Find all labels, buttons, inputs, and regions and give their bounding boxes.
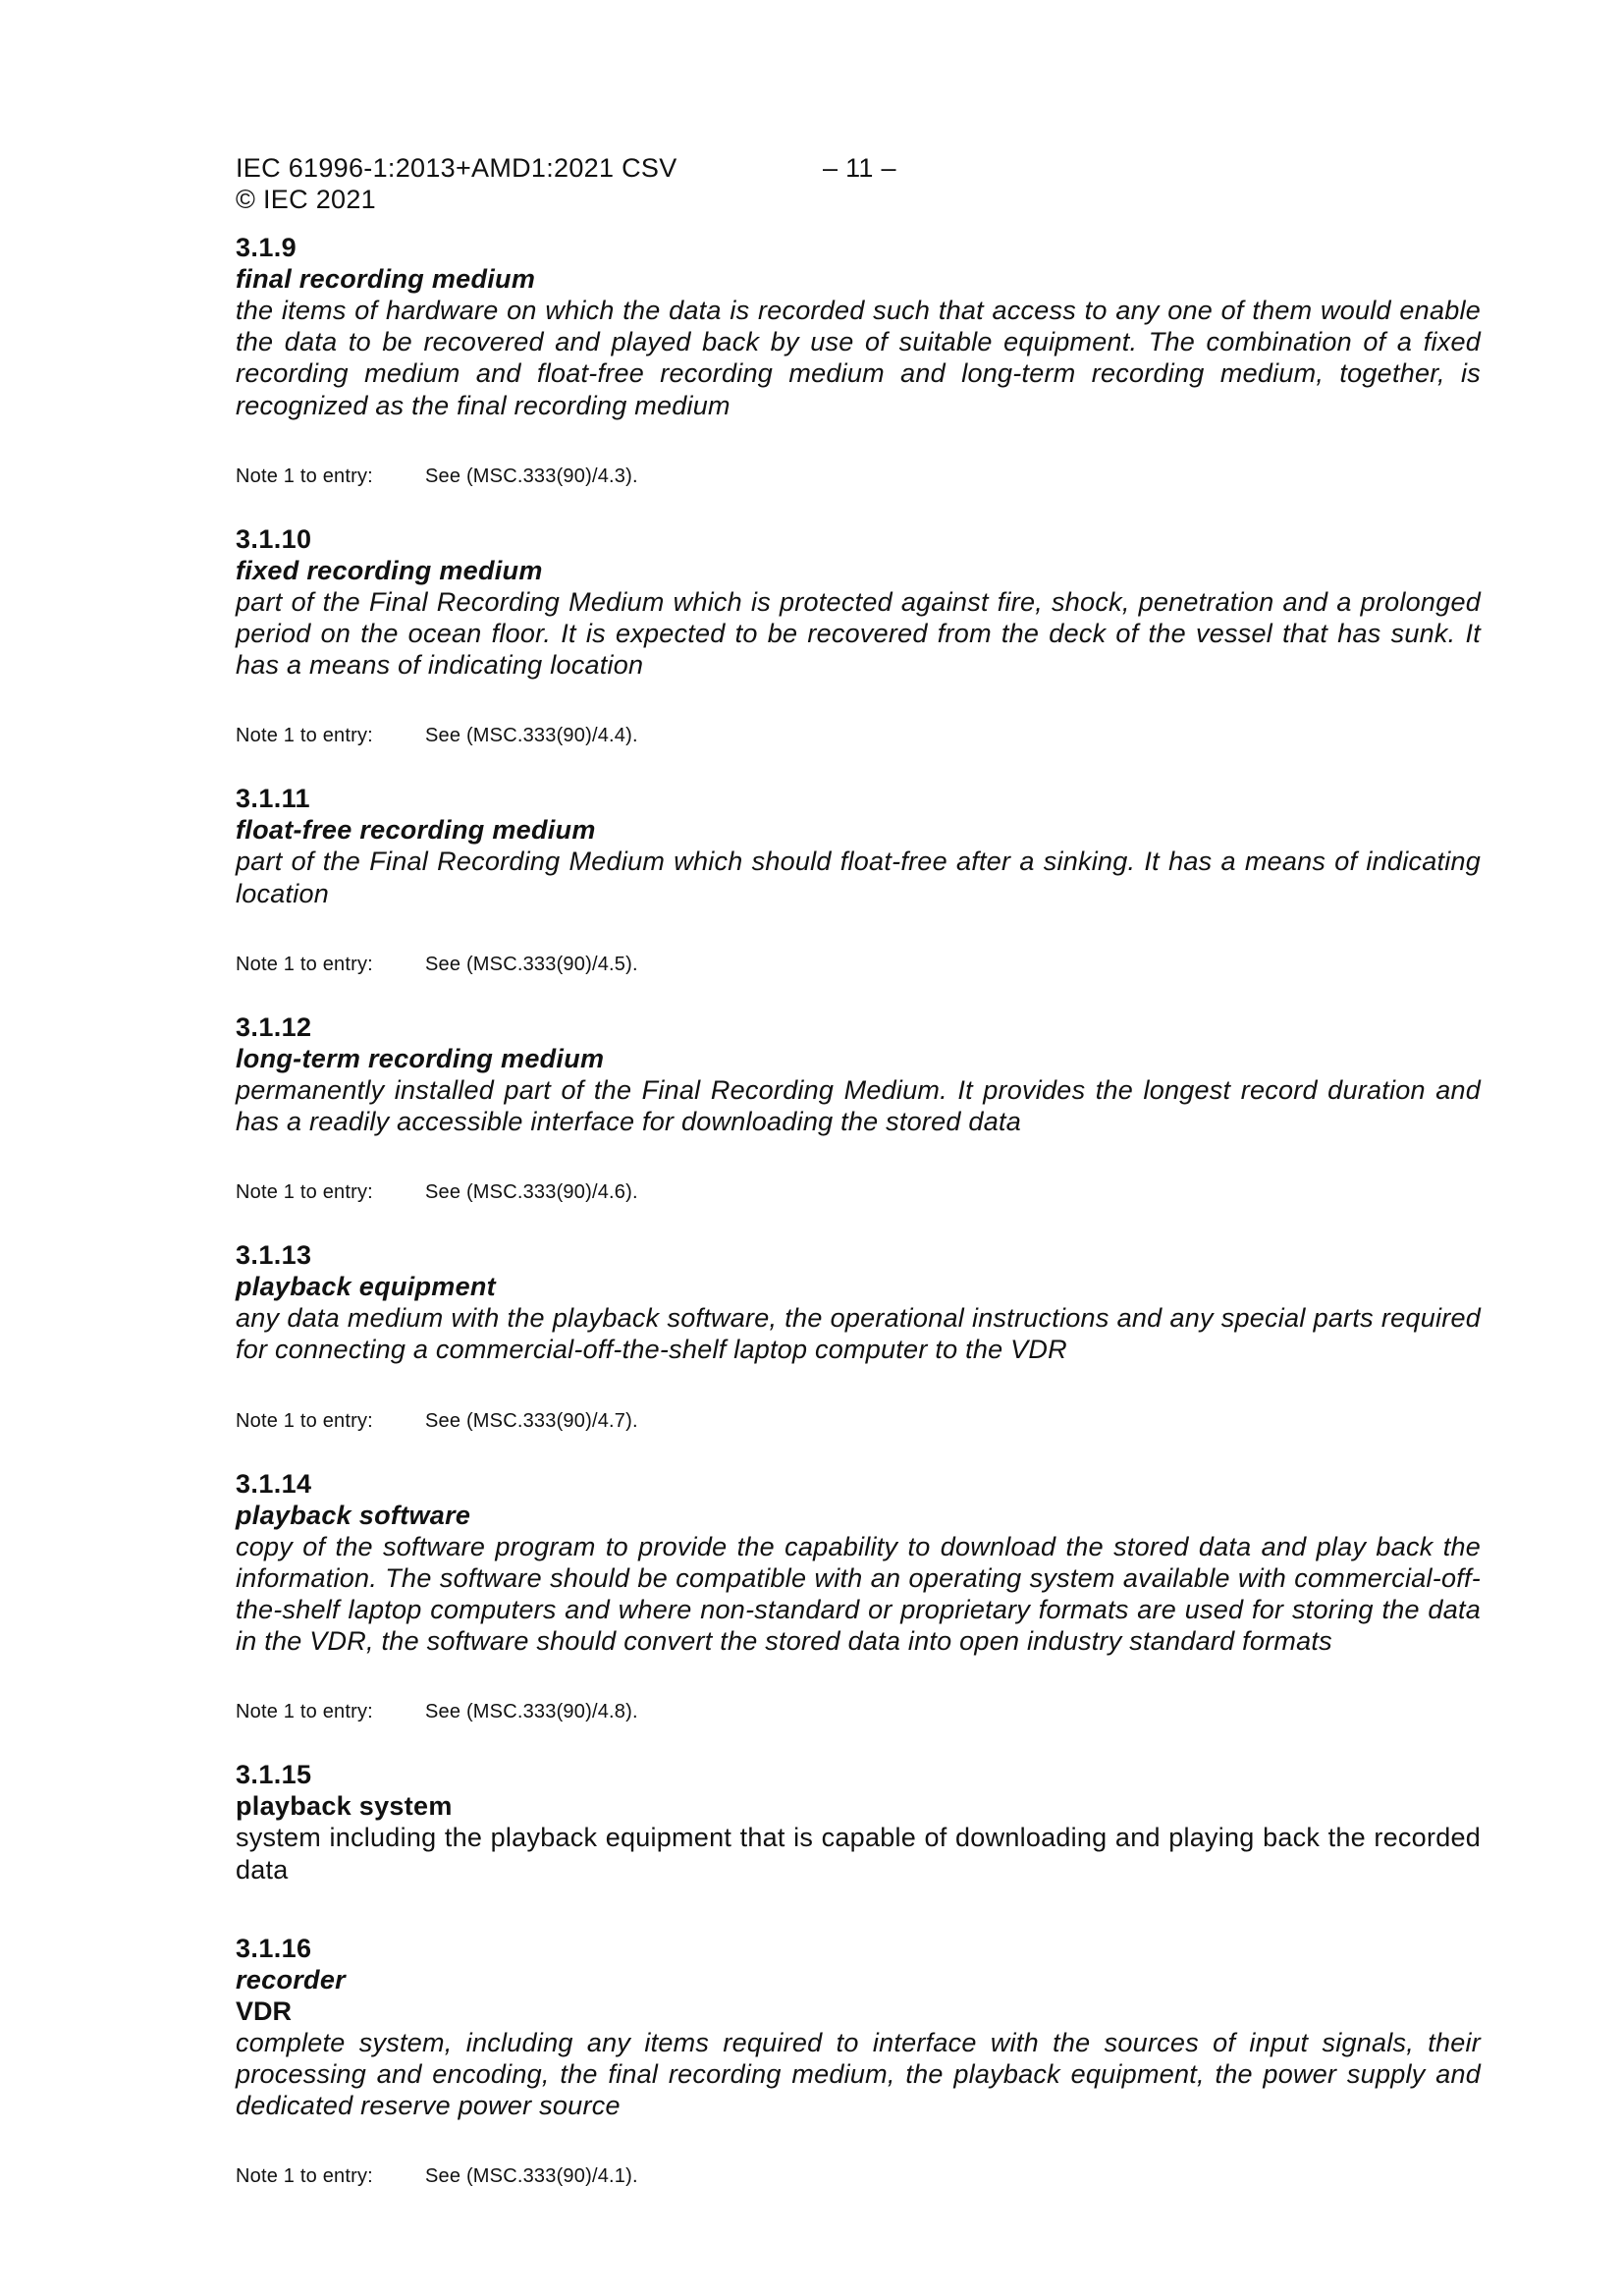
term-entry (236, 523, 1481, 748)
term-note (236, 465, 1481, 488)
term-note (236, 1409, 1481, 1433)
note-text: See (MSC.333(90)/4.6). (425, 1181, 638, 1204)
note-label: Note 1 to entry: (236, 725, 373, 747)
term-number: 3.1.16 (236, 1933, 312, 1963)
term-note (236, 724, 1481, 747)
term-name: playback system (236, 1791, 453, 1822)
term-entry (236, 1468, 1481, 1724)
term-definition: complete system, including any items required to interface with the sources of input signals, their processing and encoding, the final recording medium, the playback equipment, the power supply and dedicated reserve power source (236, 2027, 1481, 2121)
term-definition: part of the Final Recording Medium which should float-free after a sinking. It has a means of indicating location (236, 847, 1481, 908)
term-number: 3.1.14 (236, 1468, 312, 1499)
note-label: Note 1 to entry: (236, 1701, 373, 1723)
term-name: final recording medium (236, 264, 536, 294)
term-definition: the items of hardware on which the data is recorded such that access to any one of them would enable the data to be recovered and played back by use of suitable equipment. The combination of a fixed recording medium and float-free recording medium and long-term recording medium, together, is recognized as the final recording medium (236, 296, 1481, 420)
term-definition: system including the playback equipment that is capable of downloading and playing back the recorded data (236, 1823, 1481, 1885)
term-entry (236, 783, 1481, 975)
copyright-notice: © IEC 2021 (236, 185, 376, 214)
note-text: See (MSC.333(90)/4.4). (425, 725, 638, 747)
term-note (236, 1180, 1481, 1204)
note-label: Note 1 to entry: (236, 2165, 373, 2188)
term-entry (236, 1011, 1481, 1204)
note-text: See (MSC.333(90)/4.3). (425, 465, 638, 487)
term-entry (236, 1933, 1481, 2189)
term-definition: permanently installed part of the Final Recording Medium. It provides the longest record duration and has a readily accessible interface for downloading the stored data (236, 1074, 1481, 1137)
page-number: – 11 – (823, 153, 896, 183)
note-label: Note 1 to entry: (236, 953, 373, 975)
term-abbreviation: VDR (236, 1995, 293, 2026)
term-name: long-term recording medium (236, 1043, 605, 1073)
term-number: 3.1.10 (236, 523, 312, 554)
term-entry (236, 1239, 1481, 1432)
term-number: 3.1.12 (236, 1011, 312, 1042)
note-text: See (MSC.333(90)/4.8). (425, 1701, 638, 1723)
term-note (236, 1700, 1481, 1723)
note-label: Note 1 to entry: (236, 465, 373, 487)
term-name: fixed recording medium (236, 555, 543, 585)
term-entry (236, 232, 1481, 488)
page-header (236, 152, 896, 215)
term-definition: copy of the software program to provide the capability to download the stored data and play back the information. The software should be compatible with an operating system available with commercial-off-the-shelf laptop computers and where non-standard or proprietary formats are used for storing the data in the VDR, the software should convert the stored data into open industry standard formats (236, 1531, 1481, 1657)
note-label: Note 1 to entry: (236, 1181, 373, 1204)
term-name: recorder (236, 1964, 346, 1995)
term-number: 3.1.9 (236, 233, 298, 262)
note-label: Note 1 to entry: (236, 1409, 373, 1432)
term-name: playback equipment (236, 1272, 496, 1302)
note-text: See (MSC.333(90)/4.7). (425, 1409, 638, 1432)
term-note (236, 2164, 1481, 2188)
term-note (236, 953, 1481, 976)
term-definition: part of the Final Recording Medium which is protected against fire, shock, penetration and a prolonged period on the ocean floor. It is expected to be recovered from the deck of the vessel that has sunk. It has a means of indicating location (236, 586, 1481, 681)
term-definition: any data medium with the playback software, the operational instructions and any special parts required for connecting a commercial-off-the-shelf laptop computer to the VDR (236, 1303, 1481, 1365)
terms-definitions (236, 232, 1481, 2188)
term-number: 3.1.11 (236, 784, 310, 814)
term-number: 3.1.13 (236, 1240, 312, 1271)
term-name: playback software (236, 1500, 471, 1530)
term-entry (236, 1759, 1481, 1885)
term-name: float-free recording medium (236, 815, 596, 846)
note-text: See (MSC.333(90)/4.1). (425, 2165, 638, 2188)
term-number: 3.1.15 (236, 1760, 312, 1790)
standard-reference: IEC 61996-1:2013+AMD1:2021 CSV (236, 153, 677, 183)
note-text: See (MSC.333(90)/4.5). (425, 953, 638, 975)
